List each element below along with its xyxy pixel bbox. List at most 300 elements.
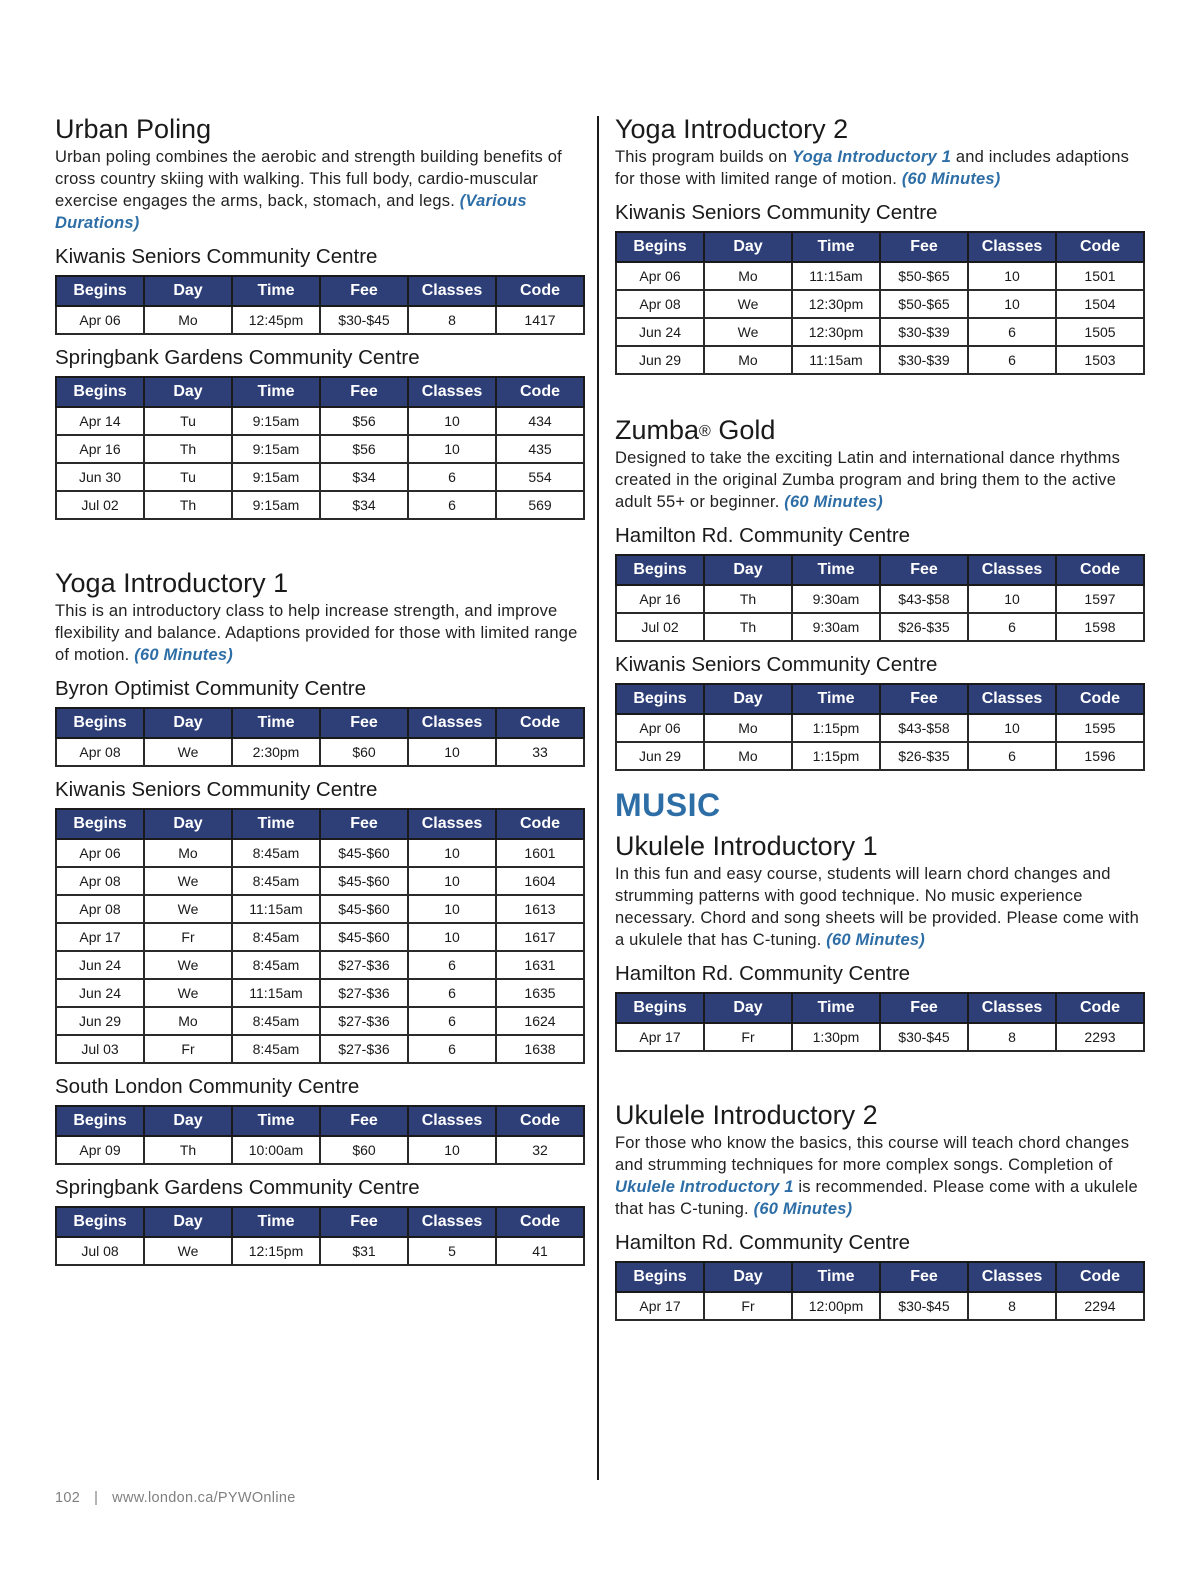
table-cell: $50-$65	[880, 290, 968, 318]
table-row	[56, 435, 584, 463]
table-cell: Mo	[704, 742, 792, 770]
table-cell: 1617	[496, 923, 584, 951]
program-title: Ukulele Introductory 1	[615, 831, 878, 861]
location-heading: Hamilton Rd. Community Centre	[615, 1231, 911, 1254]
table-cell: 10	[968, 714, 1056, 742]
column-header: Fee	[320, 1106, 408, 1136]
column-header: Time	[232, 377, 320, 407]
table-cell: 1417	[496, 306, 584, 334]
table-cell: $30-$39	[880, 346, 968, 374]
program-description	[615, 447, 1145, 513]
column-header: Code	[496, 809, 584, 839]
duration-label: (60 Minutes)	[784, 493, 883, 511]
table-cell: $30-$45	[880, 1023, 968, 1051]
table-cell: 1638	[496, 1035, 584, 1063]
column-header: Fee	[320, 276, 408, 306]
table-cell: 33	[496, 738, 584, 766]
column-header: Begins	[616, 232, 704, 262]
column-header: Code	[496, 276, 584, 306]
program-yoga-introductory-2	[615, 112, 1145, 375]
table-cell: 10	[408, 839, 496, 867]
website-link[interactable]: www.london.ca/PYWOnline	[112, 1490, 296, 1506]
table-cell: Apr 16	[56, 435, 144, 463]
table-cell: We	[144, 951, 232, 979]
column-header: Code	[496, 1207, 584, 1237]
table-cell: 1:30pm	[792, 1023, 880, 1051]
table-cell: Mo	[704, 714, 792, 742]
table-cell: Apr 16	[616, 585, 704, 613]
table-cell: 32	[496, 1136, 584, 1164]
table-cell: 6	[408, 463, 496, 491]
location-heading: Kiwanis Seniors Community Centre	[55, 778, 378, 801]
table-cell: 8	[968, 1292, 1056, 1320]
table-cell: 1597	[1056, 585, 1144, 613]
description-text: is recommended. Please come with a ukulele that has C-tuning.	[615, 1178, 1138, 1218]
column-header: Day	[144, 809, 232, 839]
table-cell: Jun 24	[616, 318, 704, 346]
footer-separator: |	[94, 1490, 99, 1506]
table-cell: 6	[408, 979, 496, 1007]
table-cell: 12:30pm	[792, 290, 880, 318]
table-cell: $30-$45	[880, 1292, 968, 1320]
table-cell: Th	[144, 1136, 232, 1164]
table-cell: $26-$35	[880, 613, 968, 641]
column-header: Time	[792, 993, 880, 1023]
schedule-table	[55, 707, 585, 767]
table-cell: Apr 17	[56, 923, 144, 951]
table-cell: $60	[320, 1136, 408, 1164]
column-header: Fee	[880, 232, 968, 262]
column-header: Fee	[880, 1262, 968, 1292]
location-heading: Hamilton Rd. Community Centre	[615, 524, 911, 547]
column-header: Begins	[616, 684, 704, 714]
table-cell: Mo	[144, 306, 232, 334]
table-cell: Apr 06	[56, 306, 144, 334]
location-heading: Kiwanis Seniors Community Centre	[615, 653, 938, 676]
schedule-table	[615, 1261, 1145, 1321]
description-text: For those who know the basics, this course will teach chord changes and strumming techniques for more complex songs. Completion of	[615, 1134, 1130, 1174]
table-cell: 1624	[496, 1007, 584, 1035]
location-heading: Byron Optimist Community Centre	[55, 677, 367, 700]
table-cell: $30-$45	[320, 306, 408, 334]
column-header: Day	[144, 276, 232, 306]
column-header: Code	[496, 377, 584, 407]
table-cell: 11:15am	[232, 979, 320, 1007]
table-row	[56, 895, 584, 923]
table-cell: 6	[968, 613, 1056, 641]
table-cell: 11:15am	[792, 346, 880, 374]
table-cell: 9:15am	[232, 463, 320, 491]
location-heading: Springbank Gardens Community Centre	[55, 346, 420, 369]
table-cell: Apr 08	[56, 895, 144, 923]
registered-mark: ®	[699, 423, 711, 440]
column-header: Begins	[56, 708, 144, 738]
table-cell: 8:45am	[232, 923, 320, 951]
schedule-table	[55, 1105, 585, 1165]
table-cell: 6	[408, 491, 496, 519]
table-cell: 12:00pm	[792, 1292, 880, 1320]
column-header: Fee	[320, 708, 408, 738]
column-header: Fee	[880, 555, 968, 585]
page-footer	[55, 1490, 296, 1506]
column-header: Fee	[880, 684, 968, 714]
table-cell: 11:15am	[792, 262, 880, 290]
table-cell: 1598	[1056, 613, 1144, 641]
table-cell: 8:45am	[232, 951, 320, 979]
table-cell: 8	[968, 1023, 1056, 1051]
location-heading: South London Community Centre	[55, 1075, 360, 1098]
column-header: Time	[792, 555, 880, 585]
table-cell: 1:15pm	[792, 714, 880, 742]
table-row	[616, 318, 1144, 346]
table-cell: $43-$58	[880, 714, 968, 742]
table-cell: Apr 06	[56, 839, 144, 867]
program-title: Yoga Introductory 2	[615, 114, 849, 144]
table-row	[56, 306, 584, 334]
table-cell: 1613	[496, 895, 584, 923]
schedule-table	[615, 231, 1145, 375]
table-header-row	[56, 1106, 584, 1136]
table-row	[56, 491, 584, 519]
table-cell: 6	[968, 346, 1056, 374]
table-cell: 1503	[1056, 346, 1144, 374]
table-row	[56, 839, 584, 867]
table-cell: Jul 02	[616, 613, 704, 641]
table-header-row	[56, 1207, 584, 1237]
table-cell: 6	[408, 951, 496, 979]
column-header: Begins	[56, 377, 144, 407]
column-header: Classes	[968, 232, 1056, 262]
table-cell: $43-$58	[880, 585, 968, 613]
program-description	[55, 600, 585, 666]
column-header: Classes	[968, 1262, 1056, 1292]
program-title: Yoga Introductory 1	[55, 568, 289, 598]
duration-label: (Various Durations)	[55, 192, 527, 232]
location-heading: Kiwanis Seniors Community Centre	[55, 245, 378, 268]
column-header: Day	[704, 1262, 792, 1292]
column-header: Begins	[616, 1262, 704, 1292]
table-header-row	[616, 1262, 1144, 1292]
table-cell: 10	[408, 923, 496, 951]
table-cell: Jul 03	[56, 1035, 144, 1063]
table-cell: $27-$36	[320, 979, 408, 1007]
schedule-table	[55, 1206, 585, 1266]
table-cell: Th	[704, 613, 792, 641]
title-text: Zumba	[615, 415, 700, 445]
table-cell: 10	[408, 1136, 496, 1164]
right-column	[615, 112, 1145, 1321]
table-row	[56, 738, 584, 766]
table-cell: 8	[408, 306, 496, 334]
table-cell: Jul 08	[56, 1237, 144, 1265]
table-cell: Apr 06	[616, 714, 704, 742]
location-heading: Hamilton Rd. Community Centre	[615, 962, 911, 985]
table-cell: 9:15am	[232, 491, 320, 519]
column-header: Code	[496, 1106, 584, 1136]
schedule-table	[615, 683, 1145, 771]
table-row	[56, 407, 584, 435]
table-row	[616, 742, 1144, 770]
table-cell: Mo	[704, 346, 792, 374]
table-cell: 1601	[496, 839, 584, 867]
column-header: Begins	[56, 1106, 144, 1136]
table-cell: 6	[408, 1035, 496, 1063]
title-text: Gold	[718, 415, 776, 445]
table-cell: 554	[496, 463, 584, 491]
table-row	[616, 585, 1144, 613]
table-cell: Apr 08	[56, 867, 144, 895]
column-header: Day	[704, 232, 792, 262]
section-heading-music: MUSIC	[615, 787, 721, 823]
table-cell: 12:15pm	[232, 1237, 320, 1265]
table-row	[56, 923, 584, 951]
table-cell: $34	[320, 463, 408, 491]
program-reference-link[interactable]: Ukulele Introductory 1	[615, 1178, 794, 1196]
table-cell: Apr 17	[616, 1292, 704, 1320]
column-header: Begins	[616, 555, 704, 585]
table-row	[56, 1035, 584, 1063]
table-cell: 9:30am	[792, 585, 880, 613]
page-number: 102	[55, 1490, 81, 1506]
table-cell: 10	[968, 290, 1056, 318]
program-description	[55, 146, 585, 234]
program-ukulele-introductory-2	[615, 1098, 1145, 1321]
table-header-row	[616, 993, 1144, 1023]
table-cell: Jul 02	[56, 491, 144, 519]
table-cell: Th	[704, 585, 792, 613]
column-header: Time	[232, 708, 320, 738]
column-header: Classes	[408, 1207, 496, 1237]
table-cell: 10:00am	[232, 1136, 320, 1164]
table-cell: 10	[408, 435, 496, 463]
table-cell: Apr 08	[56, 738, 144, 766]
table-cell: Mo	[144, 839, 232, 867]
column-header: Day	[144, 377, 232, 407]
table-header-row	[56, 708, 584, 738]
column-header: Time	[232, 276, 320, 306]
table-header-row	[56, 276, 584, 306]
column-header: Day	[144, 708, 232, 738]
table-cell: We	[144, 867, 232, 895]
table-cell: $30-$39	[880, 318, 968, 346]
table-cell: 10	[968, 262, 1056, 290]
table-cell: $45-$60	[320, 895, 408, 923]
table-cell: $45-$60	[320, 867, 408, 895]
table-cell: 8:45am	[232, 839, 320, 867]
table-cell: 10	[408, 407, 496, 435]
table-cell: We	[144, 1237, 232, 1265]
table-cell: Jun 29	[56, 1007, 144, 1035]
table-cell: Apr 17	[616, 1023, 704, 1051]
table-cell: Th	[144, 491, 232, 519]
column-header: Classes	[408, 708, 496, 738]
duration-label: (60 Minutes)	[826, 931, 925, 949]
table-cell: 8:45am	[232, 867, 320, 895]
program-description	[615, 863, 1145, 951]
table-cell: 2294	[1056, 1292, 1144, 1320]
table-cell: Mo	[704, 262, 792, 290]
table-cell: 2:30pm	[232, 738, 320, 766]
description-text: Designed to take the exciting Latin and international dance rhythms created in the original Zumba program and bring them to the active adult 55+ or beginner.	[615, 449, 1121, 511]
table-cell: 10	[408, 738, 496, 766]
program-title: Urban Poling	[55, 114, 212, 144]
table-cell: 6	[408, 1007, 496, 1035]
table-row	[616, 262, 1144, 290]
column-header: Classes	[968, 993, 1056, 1023]
column-header: Day	[704, 993, 792, 1023]
program-yoga-introductory-1	[55, 566, 585, 1266]
table-row	[56, 463, 584, 491]
table-cell: Mo	[144, 1007, 232, 1035]
table-cell: $31	[320, 1237, 408, 1265]
column-header: Classes	[408, 276, 496, 306]
table-cell: 10	[408, 895, 496, 923]
table-cell: 10	[968, 585, 1056, 613]
program-reference-link[interactable]: Yoga Introductory 1	[792, 148, 952, 166]
table-cell: 1631	[496, 951, 584, 979]
table-cell: 9:15am	[232, 407, 320, 435]
table-row	[56, 1136, 584, 1164]
table-cell: $56	[320, 407, 408, 435]
table-cell: 12:45pm	[232, 306, 320, 334]
duration-label: (60 Minutes)	[901, 170, 1001, 188]
table-cell: $56	[320, 435, 408, 463]
table-cell: Apr 08	[616, 290, 704, 318]
column-header: Time	[232, 809, 320, 839]
column-header: Classes	[408, 809, 496, 839]
program-urban-poling	[55, 112, 585, 520]
column-header: Day	[704, 555, 792, 585]
table-cell: $45-$60	[320, 839, 408, 867]
description-text: In this fun and easy course, students will learn chord changes and strumming patterns with good technique. No music experience necessary. Chord and song sheets will be provided. Please come with a ukulele that has C-tuning.	[615, 865, 1139, 949]
column-header: Fee	[320, 377, 408, 407]
table-cell: 12:30pm	[792, 318, 880, 346]
column-header: Time	[232, 1106, 320, 1136]
column-header: Fee	[880, 993, 968, 1023]
column-header: Day	[704, 684, 792, 714]
table-row	[56, 1007, 584, 1035]
schedule-table	[55, 376, 585, 520]
description-text: This program builds on	[615, 148, 788, 166]
table-cell: 1595	[1056, 714, 1144, 742]
table-cell: 6	[968, 318, 1056, 346]
left-column	[55, 112, 585, 1266]
column-header: Classes	[968, 684, 1056, 714]
table-cell: 569	[496, 491, 584, 519]
column-header: Classes	[408, 1106, 496, 1136]
table-cell: 41	[496, 1237, 584, 1265]
table-cell: We	[144, 895, 232, 923]
table-cell: $27-$36	[320, 1007, 408, 1035]
location-heading: Springbank Gardens Community Centre	[55, 1176, 420, 1199]
program-zumba-gold	[615, 413, 1145, 771]
table-cell: 434	[496, 407, 584, 435]
table-row	[56, 979, 584, 1007]
table-cell: 11:15am	[232, 895, 320, 923]
table-row	[56, 867, 584, 895]
column-header: Classes	[968, 555, 1056, 585]
column-header: Begins	[56, 276, 144, 306]
table-cell: Th	[144, 435, 232, 463]
table-cell: We	[144, 979, 232, 1007]
table-cell: 1596	[1056, 742, 1144, 770]
table-cell: 8:45am	[232, 1007, 320, 1035]
table-cell: Jun 24	[56, 951, 144, 979]
table-cell: $26-$35	[880, 742, 968, 770]
description-text: and includes adaptions for those with limited range of motion.	[615, 148, 1130, 188]
schedule-table	[55, 808, 585, 1064]
table-cell: 435	[496, 435, 584, 463]
table-cell: Fr	[704, 1292, 792, 1320]
table-cell: Jun 30	[56, 463, 144, 491]
column-header: Day	[144, 1207, 232, 1237]
table-cell: Tu	[144, 463, 232, 491]
table-cell: 1:15pm	[792, 742, 880, 770]
table-cell: 9:30am	[792, 613, 880, 641]
table-cell: Jun 29	[616, 346, 704, 374]
column-divider	[597, 116, 599, 1480]
column-header: Time	[792, 1262, 880, 1292]
table-header-row	[56, 377, 584, 407]
table-cell: 5	[408, 1237, 496, 1265]
column-header: Code	[1056, 232, 1144, 262]
program-ukulele-introductory-1	[615, 829, 1145, 1052]
table-row	[616, 613, 1144, 641]
table-cell: 10	[408, 867, 496, 895]
table-cell: Fr	[704, 1023, 792, 1051]
schedule-table	[55, 275, 585, 335]
table-cell: 2293	[1056, 1023, 1144, 1051]
table-cell: Apr 09	[56, 1136, 144, 1164]
table-cell: Fr	[144, 923, 232, 951]
description-text: Urban poling combines the aerobic and strength building benefits of cross country skiing with walking. This full body, cardio-muscular exercise engages the arms, back, stomach, and legs.	[55, 148, 562, 210]
table-cell: Apr 14	[56, 407, 144, 435]
column-header: Code	[1056, 993, 1144, 1023]
table-cell: We	[704, 290, 792, 318]
table-header-row	[616, 555, 1144, 585]
duration-label: (60 Minutes)	[753, 1200, 853, 1218]
description-text: This is an introductory class to help increase strength, and improve flexibility and balance. Adaptions provided for those with limited range of motion.	[55, 602, 578, 664]
program-title	[615, 413, 1145, 447]
table-cell: 9:15am	[232, 435, 320, 463]
column-header: Fee	[320, 1207, 408, 1237]
column-header: Code	[496, 708, 584, 738]
program-title: Ukulele Introductory 2	[615, 1100, 878, 1130]
table-cell: $27-$36	[320, 1035, 408, 1063]
table-row	[616, 714, 1144, 742]
table-cell: $45-$60	[320, 923, 408, 951]
column-header: Time	[232, 1207, 320, 1237]
table-cell: 1635	[496, 979, 584, 1007]
table-cell: 8:45am	[232, 1035, 320, 1063]
column-header: Code	[1056, 1262, 1144, 1292]
table-cell: 6	[968, 742, 1056, 770]
table-cell: $50-$65	[880, 262, 968, 290]
program-description	[615, 146, 1145, 190]
table-cell: 1504	[1056, 290, 1144, 318]
table-row	[56, 951, 584, 979]
table-row	[616, 1023, 1144, 1051]
column-header: Fee	[320, 809, 408, 839]
duration-label: (60 Minutes)	[134, 646, 233, 664]
table-cell: 1604	[496, 867, 584, 895]
table-cell: Jun 24	[56, 979, 144, 1007]
location-heading: Kiwanis Seniors Community Centre	[615, 201, 938, 224]
table-header-row	[616, 684, 1144, 714]
table-header-row	[616, 232, 1144, 262]
table-cell: Fr	[144, 1035, 232, 1063]
table-cell: We	[704, 318, 792, 346]
